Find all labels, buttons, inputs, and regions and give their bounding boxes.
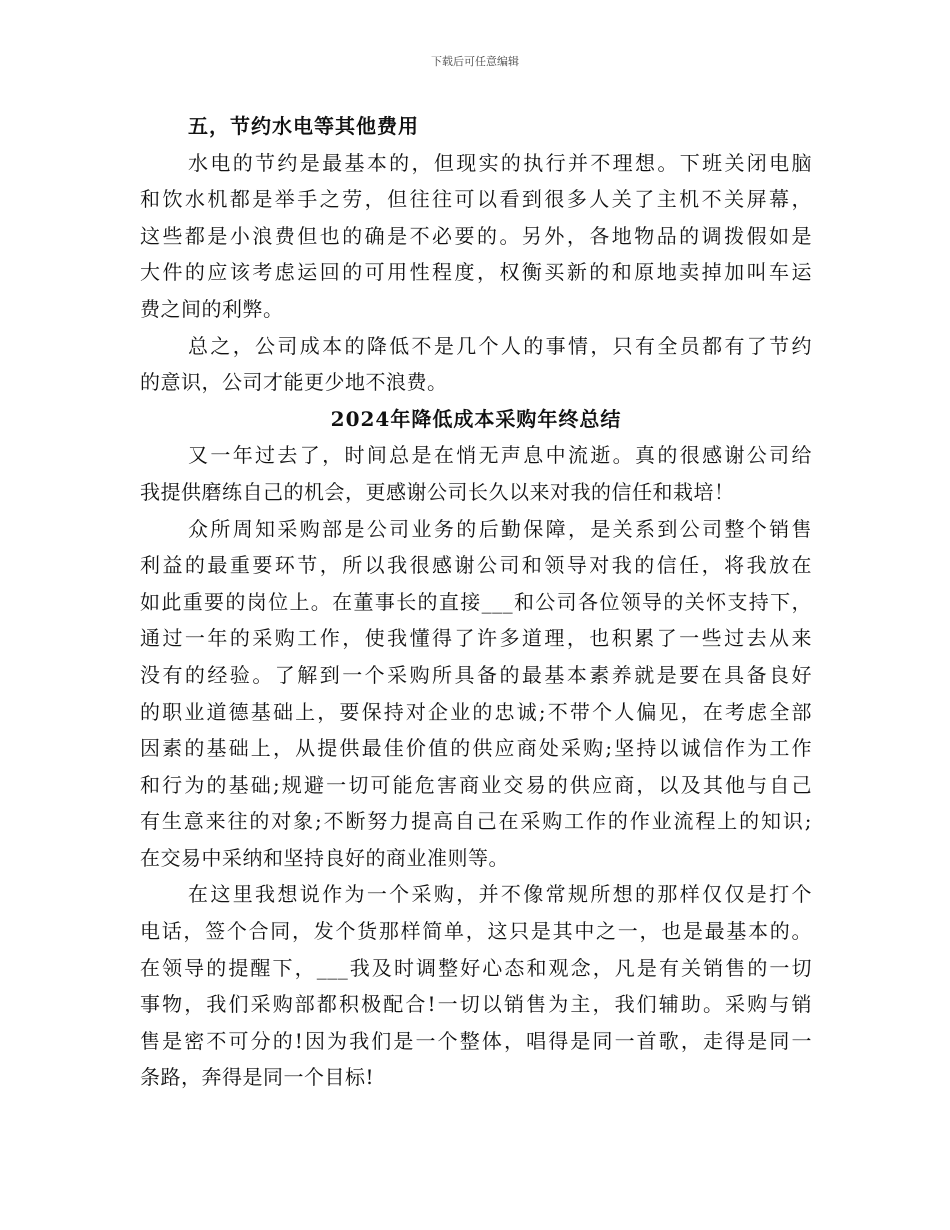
document-title: 2024年降低成本采购年终总结 (330, 406, 622, 431)
paragraph-line: 总之，公司成本的降低不是几个人的事情，只有全员都有了节约 (188, 333, 812, 358)
paragraph-line: 的意识，公司才能更少地不浪费。 (140, 370, 448, 395)
paragraph-line: 和行为的基础;规避一切可能危害商业交易的供应商，以及其他与自己 (140, 772, 812, 797)
paragraph-line: 这些都是小浪费但也的确是不必要的。另外，各地物品的调拨假如是 (140, 223, 812, 248)
paragraph-line: 又一年过去了，时间总是在悄无声息中流逝。真的很感谢公司给 (188, 443, 812, 468)
document-body (140, 108, 812, 1096)
paragraph-line: 利益的最重要环节，所以我很感谢公司和领导对我的信任，将我放在 (140, 553, 812, 578)
paragraph-conclusion (140, 328, 812, 401)
paragraph-cooperation (140, 876, 812, 1096)
paragraph-line: 在领导的提醒下，___我及时调整好心态和观念，凡是有关销售的一切 (140, 955, 812, 980)
paragraph-line: 和饮水机都是举手之劳，但往往可以看到很多人关了主机不关屏幕， (140, 187, 812, 212)
paragraph-line: 因素的基础上，从提供最佳价值的供应商处采购;坚持以诚信作为工作 (140, 736, 812, 761)
paragraph-line: 条路，奔得是同一个目标! (140, 1065, 375, 1090)
paragraph-line: 没有的经验。了解到一个采购所具备的最基本素养就是要在具备良好 (140, 662, 812, 687)
paragraph-line: 在这里我想说作为一个采购，并不像常规所想的那样仅仅是打个 (188, 882, 812, 907)
paragraph-line: 通过一年的采购工作，使我懂得了许多道理，也积累了一些过去从来 (140, 626, 812, 651)
paragraph-line: 的职业道德基础上，要保持对企业的忠诚;不带个人偏见，在考虑全部 (140, 699, 812, 724)
paragraph-line: 在交易中采纳和坚持良好的商业准则等。 (140, 845, 509, 870)
paragraph-line: 费之间的利弊。 (140, 296, 284, 321)
paragraph-line: 事物，我们采购部都积极配合!一切以销售为主，我们辅助。采购与销 (140, 992, 812, 1017)
section-heading: 五，节约水电等其他费用 (188, 114, 419, 138)
paragraph-line: 水电的节约是最基本的，但现实的执行并不理想。下班关闭电脑 (188, 150, 812, 175)
paragraph-line: 大件的应该考虑运回的可用性程度，权衡买新的和原地卖掉加叫车运 (140, 260, 812, 285)
paragraph-line: 售是密不可分的!因为我们是一个整体，唱得是同一首歌，走得是同一 (140, 1028, 812, 1053)
paragraph-line: 如此重要的岗位上。在董事长的直接___和公司各位领导的关怀支持下， (140, 589, 812, 614)
header-note: 下载后可任意编辑 (431, 55, 519, 68)
paragraph-intro (140, 437, 812, 510)
paragraph-purchasing-role (140, 511, 812, 877)
paragraph-line: 众所周知采购部是公司业务的后勤保障，是关系到公司整个销售 (188, 516, 812, 541)
paragraph-line: 我提供磨练自己的机会，更感谢公司长久以来对我的信任和栽培！ (140, 479, 735, 504)
paragraph-line: 有生意来往的对象;不断努力提高自己在采购工作的作业流程上的知识; (140, 809, 812, 834)
paragraph-utilities (140, 145, 812, 328)
paragraph-line: 电话，签个合同，发个货那样简单，这只是其中之一，也是最基本的。 (140, 919, 812, 944)
